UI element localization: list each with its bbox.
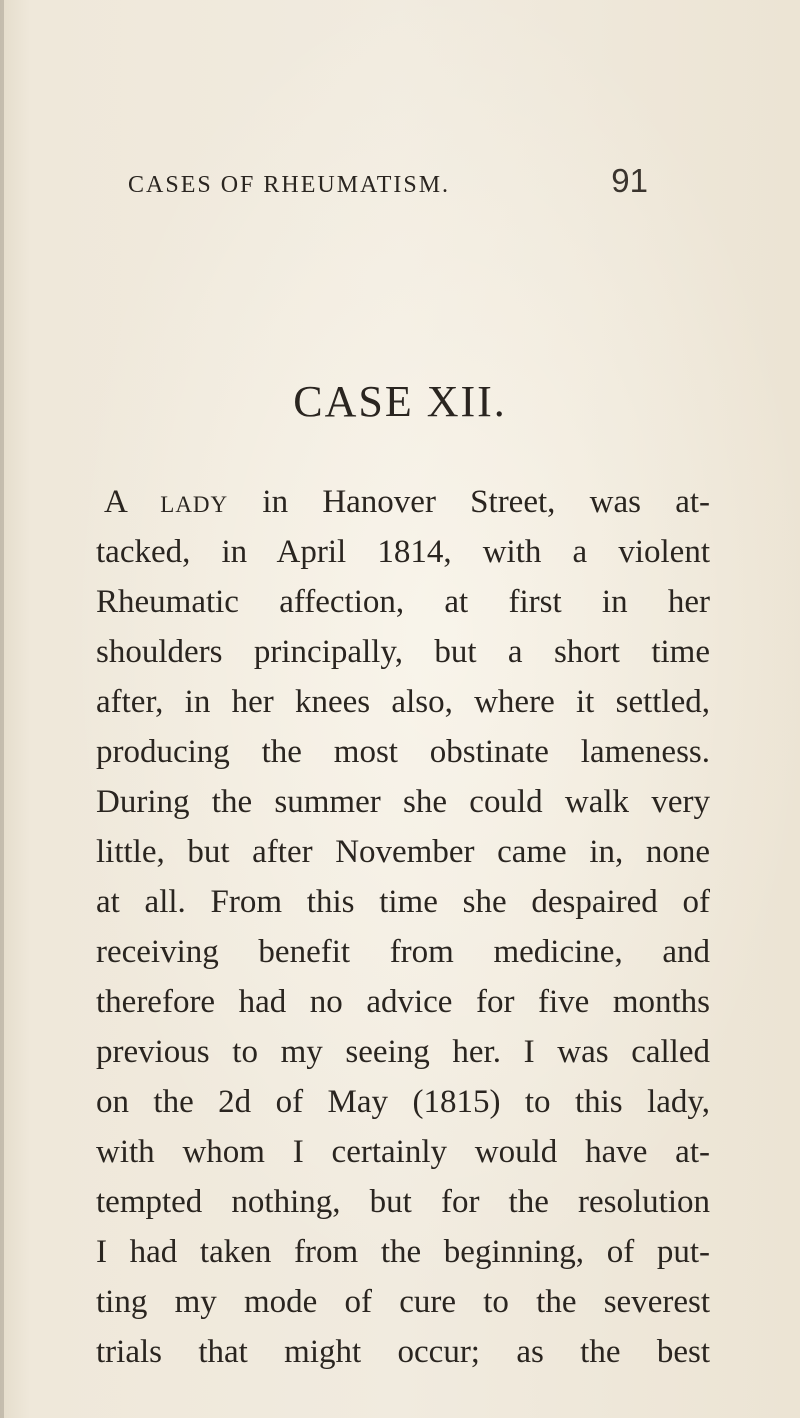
text-line: producing the most obstinate lameness.: [96, 734, 710, 770]
text-line: receiving benefit from medicine, and: [96, 934, 710, 970]
text-line: [96, 477, 710, 527]
text-line: I had taken from the beginning, of put-: [96, 1234, 710, 1270]
small-caps-word: lady: [160, 484, 229, 520]
text-line: tacked, in April 1814, with a violent: [96, 534, 710, 570]
text-line: previous to my seeing her. I was called: [96, 1034, 710, 1070]
text-line: with whom I certainly would have at-: [96, 1134, 710, 1170]
first-line-rest: in Hanover Street, was at-: [262, 484, 711, 520]
text-line: trials that might occur; as the best: [96, 1334, 710, 1370]
text-line: therefore had no advice for five months: [96, 984, 710, 1020]
text-line: ting my mode of cure to the severest: [96, 1284, 710, 1320]
text-line: tempted nothing, but for the resolution: [96, 1184, 710, 1220]
first-word: A: [104, 484, 127, 520]
case-heading: CASE XII.: [293, 377, 507, 426]
text-line: after, in her knees also, where it settled,: [96, 684, 710, 720]
text-line: During the summer she could walk very: [96, 784, 710, 820]
text-line: at all. From this time she despaired of: [96, 884, 710, 920]
text-line: Rheumatic affection, at first in her: [96, 584, 710, 620]
text-line: on the 2d of May (1815) to this lady,: [96, 1084, 710, 1120]
body-text: [96, 477, 710, 1377]
text-line: little, but after November came in, none: [96, 834, 710, 870]
text-line: shoulders principally, but a short time: [96, 634, 710, 670]
running-title: CASES OF RHEUMATISM.: [128, 172, 451, 198]
page-number: 91: [611, 162, 648, 199]
page-edge-shadow: [0, 0, 4, 1418]
running-head: [128, 162, 648, 202]
